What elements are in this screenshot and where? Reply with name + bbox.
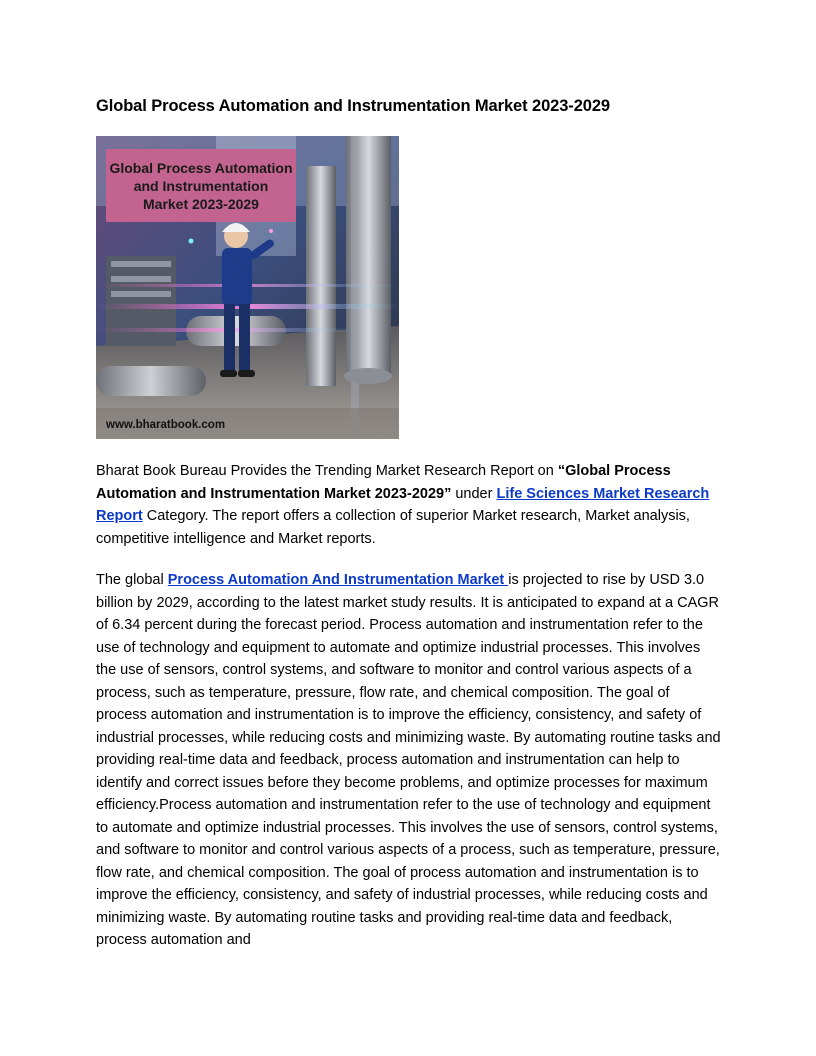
market-link[interactable]: Process Automation And Instrumentation Market <box>167 572 509 588</box>
intro-paragraph <box>96 460 724 550</box>
market-paragraph <box>96 569 724 952</box>
hero-title-line: and Instrumentation <box>133 177 269 194</box>
intro-rest-text: Category. The report offers a collection of superior Market research, Market analysis, competitive intelligence and Market reports. <box>96 508 690 547</box>
market-intro-text: The global <box>96 572 168 588</box>
hero-title-line: Market 2023-2029 <box>143 195 259 212</box>
under-text: under <box>451 485 497 502</box>
intro-text: Bharat Book Bureau Provides the Trending Market Research Report on <box>96 463 558 479</box>
document-title: Global Process Automation and Instrumentation Market 2023-2029 <box>96 97 610 115</box>
report-name: “Global Process Automation and Instrumentation Market 2023-2029” <box>96 463 671 502</box>
market-body-text: is projected to rise by USD 3.0 billion by 2029, according to the latest market study results. It is anticipated to expand at a CAGR of 6.34 percent during the forecast period. Process automation and instrumentation refer to the use of technology and equipment to automate and optimize industrial processes. This involves the use of sensors, control systems, and software to monitor and control various aspects of a process, such as temperature, pressure, flow rate, and chemical composition. The goal of process automation and instrumentation is to improve the efficiency, consistency, and safety of industrial processes, while reducing costs and minimizing waste. By automating routine tasks and providing real-time data and feedback, process automation and instrumentation can help to identify and correct issues before they become problems, and optimize processes for maximum efficiency.Process automation and instrumentation refer to the use of technology and equipment to automate and optimize industrial processes. This involves the use of sensors, control systems, and software to monitor and control various aspects of a process, such as temperature, pressure, flow rate, and chemical composition. The goal of process automation and instrumentation is to improve the efficiency, consistency, and safety of industrial processes, while reducing costs and minimizing waste. By automating routine tasks and providing real-time data and feedback, process automation and <box>96 572 721 948</box>
hero-watermark-url: www.bharatbook.com <box>106 419 226 431</box>
hero-title-line: Global Process Automation <box>109 159 293 176</box>
hero-image <box>96 136 399 439</box>
hero-title-banner <box>106 149 296 222</box>
category-link[interactable]: Life Sciences Market Research Report <box>96 485 710 524</box>
